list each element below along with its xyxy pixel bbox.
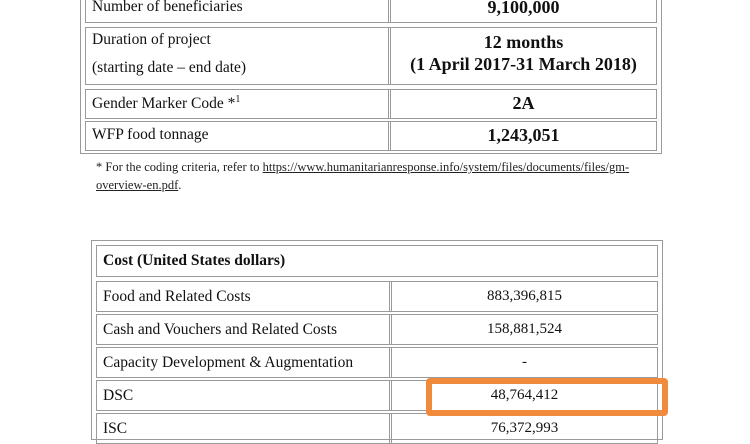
row-value: 12 months: [483, 32, 564, 52]
project-summary-table: [80, 0, 662, 154]
footnote: * For the coding criteria, refer to https://www.humanitarianresponse.info/system/files/documents/files/gm- overview-en.pdf.: [96, 160, 630, 192]
row-value: 1,243,051: [487, 125, 560, 145]
row-subvalue: (1 April 2017-31 March 2018): [410, 54, 637, 74]
row-value: 48,764,412: [490, 387, 559, 403]
footnote-marker: 1: [235, 94, 241, 105]
row-label: Duration of project: [92, 31, 211, 48]
row-label: DSC: [103, 387, 134, 404]
row-value: -: [522, 354, 527, 370]
highlight-box: [426, 378, 668, 416]
table-row: [85, 0, 657, 23]
row-value: 883,396,815: [487, 288, 562, 304]
row-sublabel: (starting date – end date): [92, 59, 247, 76]
row-label: Food and Related Costs: [103, 288, 251, 305]
row-label: Number of beneficiaries: [92, 0, 243, 15]
row-value: 9,100,000: [487, 0, 560, 17]
row-value: 2A: [512, 93, 535, 113]
table-row: [96, 347, 658, 378]
cost-table-title: Cost (United States dollars): [103, 252, 286, 269]
row-label: Cash and Vouchers and Related Costs: [103, 321, 338, 338]
row-label: WFP food tonnage: [92, 126, 209, 143]
cost-table-header: [96, 245, 658, 277]
table-row: [96, 314, 658, 345]
table-row: [96, 413, 658, 444]
row-value: 76,372,993: [490, 420, 559, 436]
table-row: [85, 27, 657, 85]
row-label: ISC: [103, 420, 128, 437]
row-label: Gender Marker Code *$^1$: [92, 94, 241, 113]
footnote-link[interactable]: https://www.humanitarianresponse.info/system/files/documents/files/gm- overview-en.pdf: [96, 160, 630, 192]
table-row: [96, 281, 658, 312]
table-row: [85, 121, 657, 151]
table-row: [85, 89, 657, 119]
row-value: 158,881,524: [487, 321, 562, 337]
row-label: Capacity Development & Augmentation: [103, 354, 354, 371]
